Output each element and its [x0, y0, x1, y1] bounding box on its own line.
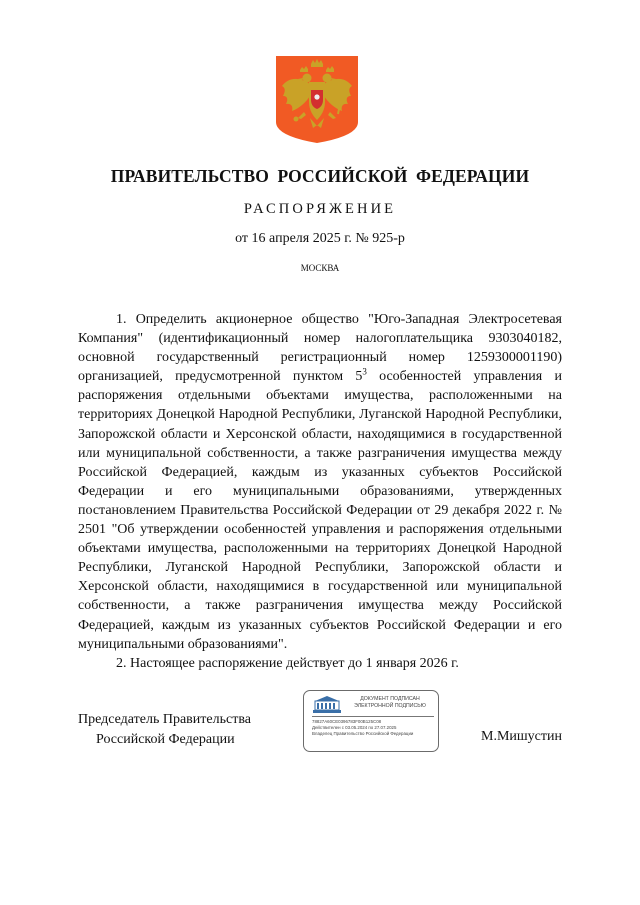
- government-title: ПРАВИТЕЛЬСТВО РОССИЙСКОЙ ФЕДЕРАЦИИ: [110, 166, 530, 186]
- stamp-header: [346, 696, 434, 709]
- stamp-validity: Действителен с 03.05.2024 по 27.07.2025: [312, 725, 397, 730]
- paragraph-1-start: 1. Определить акционерное общество "Юго-Западная Электросетевая Компания" (идентификационный номер налогоплательщика 9303040182, основной государственный регистрационный номер 1259300001190) организацией, предусмотренной пунктом 5: [78, 312, 562, 385]
- state-emblem-icon: [276, 56, 358, 143]
- point-superscript: 3: [362, 366, 367, 377]
- document-city: МОСКВА: [300, 263, 340, 273]
- stamp-info: [312, 719, 436, 737]
- signer-position-line2: Российской Федерации: [96, 731, 235, 747]
- document-date-number: от 16 апреля 2025 г. № 925-р: [235, 231, 405, 246]
- signer-position-line1: Председатель Правительства: [78, 712, 251, 727]
- stamp-header-line1: ДОКУМЕНТ ПОДПИСАН: [360, 696, 420, 702]
- paragraph-1: [78, 310, 562, 654]
- building-icon: [312, 695, 342, 714]
- stamp-certificate: 78827A60CE0396783F00B125C08: [312, 719, 382, 724]
- stamp-header-line2: ЭЛЕКТРОННОЙ ПОДПИСЬЮ: [354, 702, 426, 709]
- paragraph-1-end: особенностей управления и распоряжения отдельными объектами имущества, расположенными на территориях Донецкой Народной Республики, Луганской Народной Республики, Запорожской области и Херсонской области, находящимися в государственной или муниципальной собственности, а также разграничения имущества между Российской Федерацией, каждым из указанных субъектов Российской Федерации и его муниципальными образованиями, утвержденных постановлением Правительства Российской Федерации от 29 декабря 2022 г. № 2501 "Об утверждении особенностей управления и распоряжения отдельными объектами имущества, расположенными на территориях Донецкой Народной Республики, Луганской Народной Республики, Запорожской области и Херсонской области, находящимися в государственной или муниципальной собственности, а также разграничения имущества между Российской Федерацией, каждым из указанных субъектов Российской Федерации и его муниципальными образованиями".: [78, 369, 562, 652]
- electronic-signature-stamp: [303, 690, 439, 752]
- document-type: РАСПОРЯЖЕНИЕ: [243, 201, 397, 217]
- signer-position: [78, 710, 251, 749]
- document-body: [78, 310, 562, 673]
- paragraph-2: 2. Настоящее распоряжение действует до 1 января 2026 г.: [116, 655, 459, 671]
- stamp-divider: [312, 716, 434, 717]
- signer-name: М.Мишустин: [481, 729, 562, 744]
- stamp-owner: Владелец Правительство Российской Федерации: [312, 731, 414, 736]
